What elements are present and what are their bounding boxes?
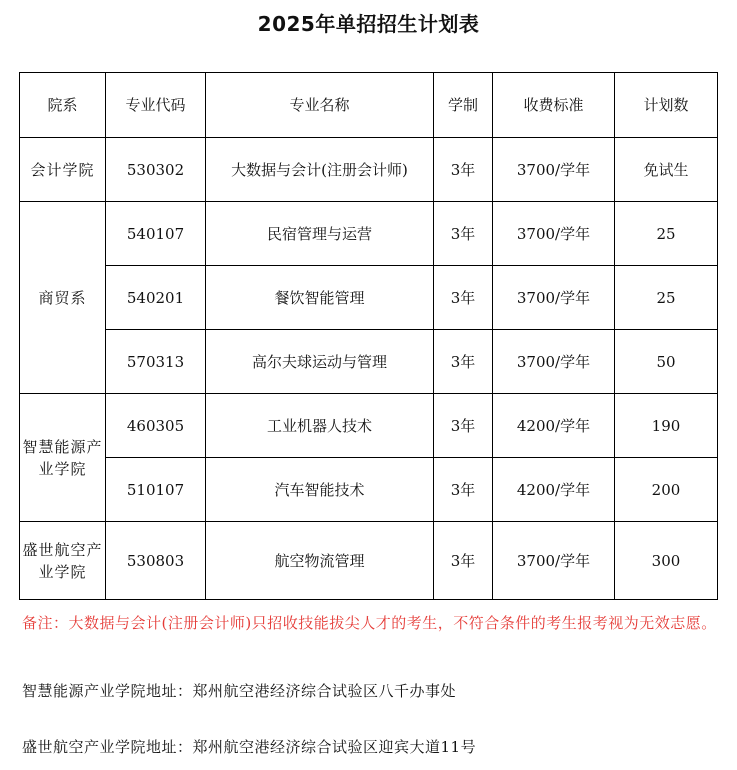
- address-aviation-college: 盛世航空产业学院地址：郑州航空港经济综合试验区迎宾大道11号: [22, 738, 477, 756]
- table-row: [20, 458, 718, 522]
- dept-cell: 商贸系: [20, 202, 106, 394]
- fee-cell: 3700/学年: [493, 202, 615, 266]
- plan-cell: 25: [615, 202, 718, 266]
- code-cell: 530803: [106, 522, 206, 600]
- years-cell: 3年: [434, 458, 493, 522]
- years-cell: 3年: [434, 266, 493, 330]
- remark-note: 备注：大数据与会计(注册会计师)只招收技能拔尖人才的考生，不符合条件的考生报考视为无效志愿。: [22, 614, 717, 632]
- address-energy-college: 智慧能源产业学院地址：郑州航空港经济综合试验区八千办事处: [22, 682, 457, 700]
- code-cell: 570313: [106, 330, 206, 394]
- name-cell: 汽车智能技术: [206, 458, 434, 522]
- header-code: 专业代码: [106, 73, 206, 138]
- fee-cell: 3700/学年: [493, 138, 615, 202]
- plan-cell: 25: [615, 266, 718, 330]
- years-cell: 3年: [434, 138, 493, 202]
- header-name: 专业名称: [206, 73, 434, 138]
- years-cell: 3年: [434, 394, 493, 458]
- table-row: [20, 202, 718, 266]
- name-cell: 航空物流管理: [206, 522, 434, 600]
- plan-cell: 190: [615, 394, 718, 458]
- name-cell: 高尔夫球运动与管理: [206, 330, 434, 394]
- fee-cell: 3700/学年: [493, 522, 615, 600]
- plan-cell: 200: [615, 458, 718, 522]
- fee-cell: 3700/学年: [493, 266, 615, 330]
- years-cell: 3年: [434, 522, 493, 600]
- code-cell: 540107: [106, 202, 206, 266]
- header-dept: 院系: [20, 73, 106, 138]
- table-row: [20, 138, 718, 202]
- header-years: 学制: [434, 73, 493, 138]
- fee-cell: 4200/学年: [493, 458, 615, 522]
- header-plan: 计划数: [615, 73, 718, 138]
- plan-cell: 50: [615, 330, 718, 394]
- header-fee: 收费标准: [493, 73, 615, 138]
- table-row: [20, 522, 718, 600]
- name-cell: 大数据与会计(注册会计师): [206, 138, 434, 202]
- plan-cell: 300: [615, 522, 718, 600]
- dept-cell: 会计学院: [20, 138, 106, 202]
- table-header-row: [20, 73, 718, 138]
- years-cell: 3年: [434, 330, 493, 394]
- table-row: [20, 330, 718, 394]
- name-cell: 民宿管理与运营: [206, 202, 434, 266]
- code-cell: 460305: [106, 394, 206, 458]
- years-cell: 3年: [434, 202, 493, 266]
- code-cell: 540201: [106, 266, 206, 330]
- enrollment-plan-table: [19, 72, 718, 600]
- name-cell: 工业机器人技术: [206, 394, 434, 458]
- fee-cell: 3700/学年: [493, 330, 615, 394]
- dept-cell: 智慧能源产业学院: [20, 394, 106, 522]
- table-row: [20, 266, 718, 330]
- fee-cell: 4200/学年: [493, 394, 615, 458]
- dept-cell: 盛世航空产业学院: [20, 522, 106, 600]
- code-cell: 530302: [106, 138, 206, 202]
- name-cell: 餐饮智能管理: [206, 266, 434, 330]
- page-title: 2025年单招招生计划表: [257, 12, 480, 36]
- plan-cell: 免试生: [615, 138, 718, 202]
- table-row: [20, 394, 718, 458]
- code-cell: 510107: [106, 458, 206, 522]
